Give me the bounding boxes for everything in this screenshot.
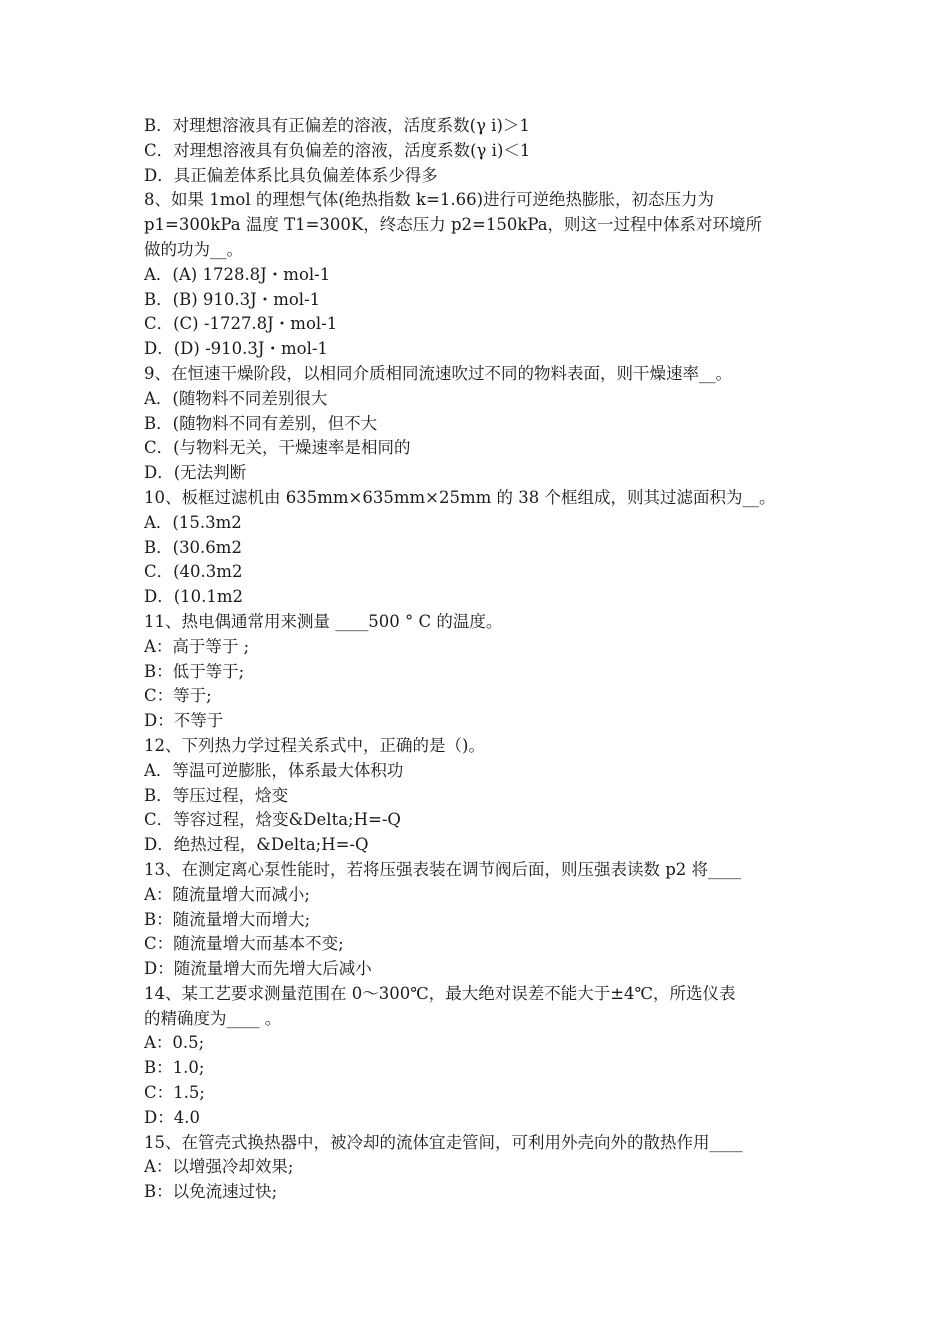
text-line: B．(30.6m2 <box>144 537 242 557</box>
text-line: 的精确度为____ 。 <box>144 1008 282 1028</box>
text-line: D．(D) -910.3J・mol-1 <box>144 339 328 359</box>
text-line: C：1.5; <box>144 1083 205 1103</box>
text-line: B．(随物料不同有差别，但不大 <box>144 413 378 433</box>
document-body <box>144 114 810 1205</box>
text-line: A．等温可逆膨胀，体系最大体积功 <box>144 760 404 780</box>
text-line: 12、下列热力学过程关系式中，正确的是（)。 <box>144 735 485 755</box>
text-line: C：等于; <box>144 686 212 706</box>
text-line: B．(B) 910.3J・mol-1 <box>144 289 321 309</box>
text-line: C．对理想溶液具有负偏差的溶液，活度系数(γ i)＜1 <box>144 140 531 160</box>
text-line: 做的功为__。 <box>144 239 243 259</box>
text-line: A：随流量增大而减小; <box>144 884 310 904</box>
text-line: D：4.0 <box>144 1107 200 1127</box>
text-line: C．(C) -1727.8J・mol-1 <box>144 314 338 334</box>
text-line: C．(40.3m2 <box>144 562 243 582</box>
text-line: 8、如果 1mol 的理想气体(绝热指数 k=1.66)进行可逆绝热膨胀，初态压力为 <box>144 190 715 210</box>
text-line: C．(与物料无关，干燥速率是相同的 <box>144 438 411 458</box>
text-line: A．(A) 1728.8J・mol-1 <box>144 264 331 284</box>
text-line: D．(10.1m2 <box>144 587 244 607</box>
text-line: 13、在测定离心泵性能时，若将压强表装在调节阀后面，则压强表读数 p2 将____ <box>144 859 742 879</box>
text-line: 11、热电偶通常用来测量 ____500 ° C 的温度。 <box>144 611 503 631</box>
text-line: A：高于等于 ; <box>144 636 250 656</box>
text-line: A．(随物料不同差别很大 <box>144 388 328 408</box>
text-line: p1=300kPa 温度 T1=300K，终态压力 p2=150kPa，则这一过程中体系对环境所 <box>144 215 763 235</box>
text-line: A．(15.3m2 <box>144 512 242 532</box>
text-line: C．等容过程，焓变&Delta;H=-Q <box>144 810 401 830</box>
text-line: 14、某工艺要求测量范围在 0～300℃，最大绝对误差不能大于±4℃，所选仪表 <box>144 983 736 1003</box>
text-line: B：以免流速过快; <box>144 1182 278 1202</box>
text-line: A：以增强冷却效果; <box>144 1157 294 1177</box>
text-line: 9、在恒速干燥阶段，以相同介质相同流速吹过不同的物料表面，则干燥速率__。 <box>144 363 732 383</box>
text-line: B：1.0; <box>144 1058 205 1078</box>
text-line: A：0.5; <box>144 1033 205 1053</box>
text-line: 15、在管壳式换热器中，被冷却的流体宜走管间，可利用外壳向外的散热作用____ <box>144 1132 743 1152</box>
text-line: D：不等于 <box>144 711 224 731</box>
text-line: 10、板框过滤机由 635mm×635mm×25mm 的 38 个框组成，则其过滤面积为__。 <box>144 487 776 507</box>
text-line: B．对理想溶液具有正偏差的溶液，活度系数(γ i)＞1 <box>144 116 530 135</box>
text-line: D．具正偏差体系比具负偏差体系少得多 <box>144 165 438 185</box>
text-line: B．等压过程，焓变 <box>144 785 289 805</box>
text-line: B：随流量增大而增大; <box>144 909 311 929</box>
text-line: D．(无法判断 <box>144 463 247 483</box>
text-line: D：随流量增大而先增大后减小 <box>144 959 372 979</box>
text-line: C：随流量增大而基本不变; <box>144 934 344 954</box>
text-line: B：低于等于; <box>144 661 245 681</box>
text-line: D．绝热过程，&Delta;H=-Q <box>144 835 369 855</box>
